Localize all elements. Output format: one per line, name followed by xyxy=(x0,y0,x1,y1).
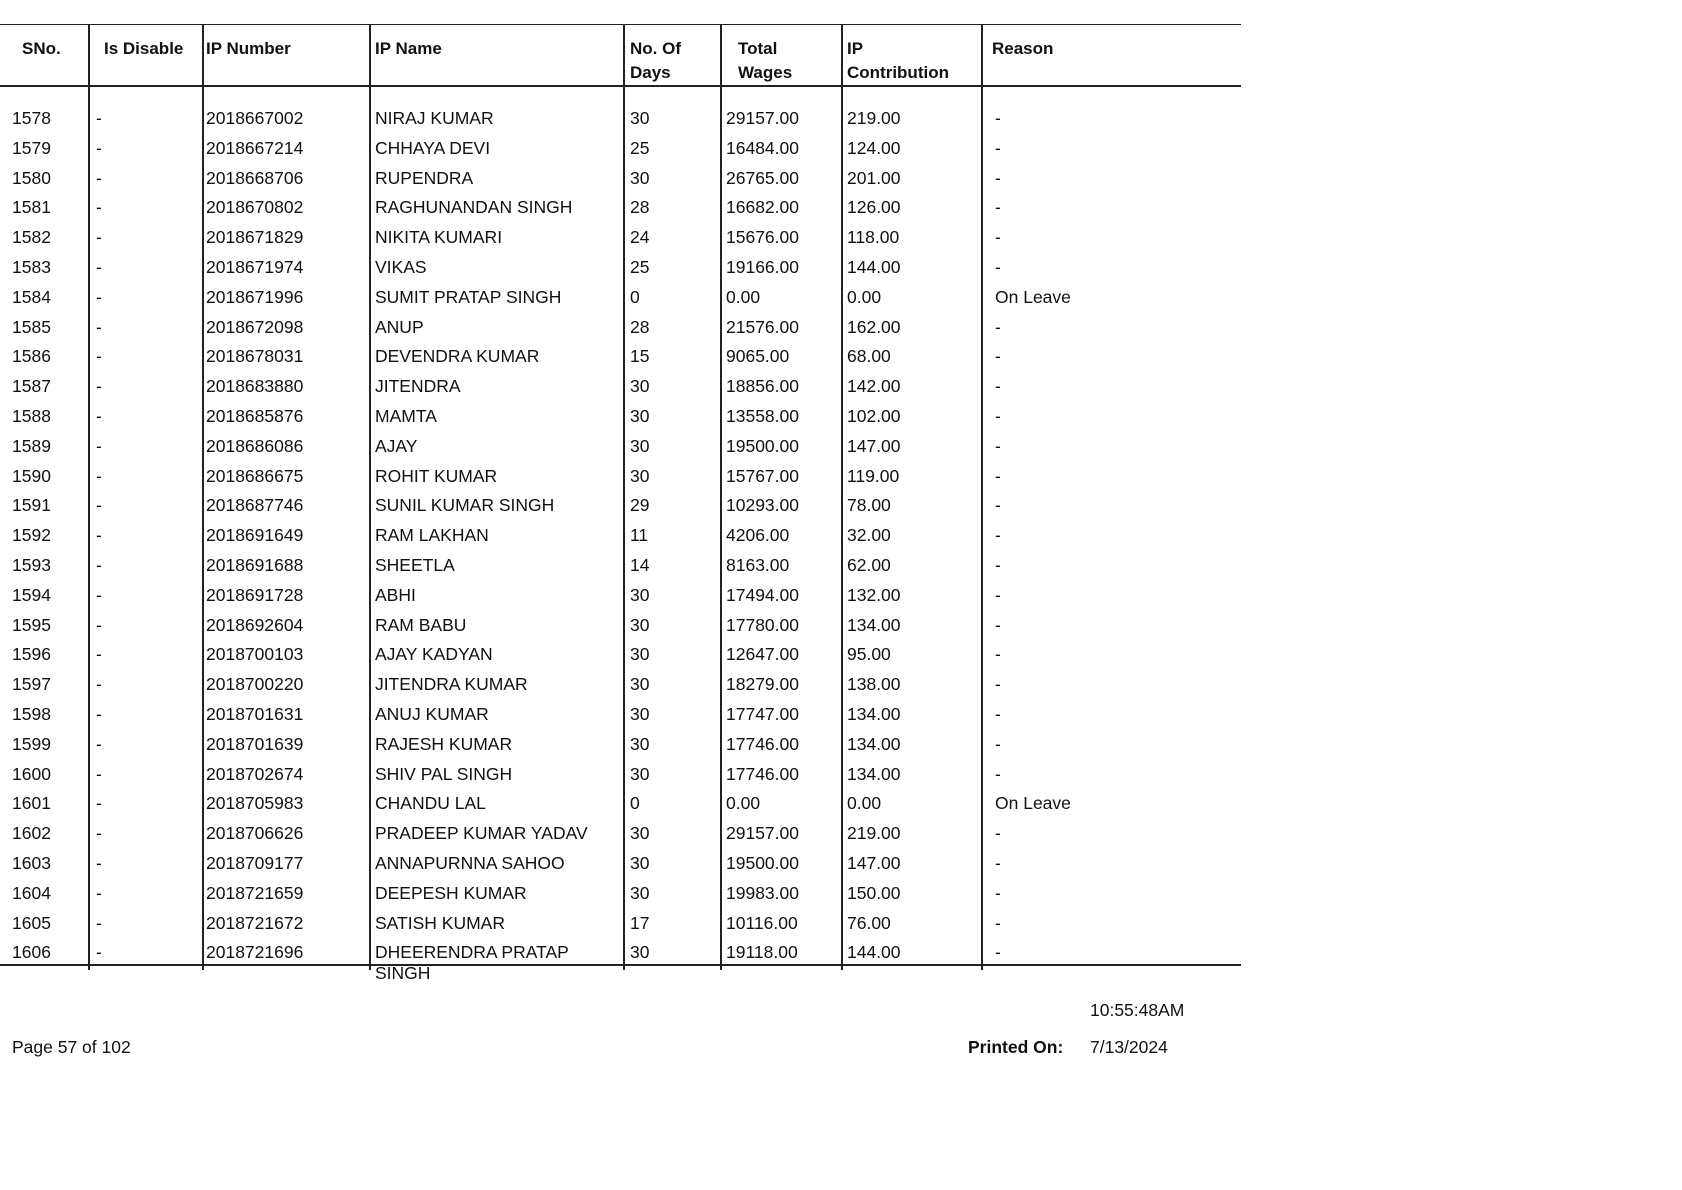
cell-is-disable: - xyxy=(96,286,102,307)
cell-reason: - xyxy=(995,227,1001,248)
cell-sno: 1578 xyxy=(12,108,51,128)
cell-reason: - xyxy=(995,852,1001,873)
cell-reason: - xyxy=(995,346,1001,367)
cell-is-disable: - xyxy=(96,405,102,426)
cell-total-wages: 18279.00 xyxy=(726,674,799,695)
header-days: No. Of Days xyxy=(630,39,681,82)
cell-is-disable: - xyxy=(96,644,102,665)
cell-is-disable: - xyxy=(96,882,102,903)
cell-total-wages: 10116.00 xyxy=(726,912,798,933)
table-body xyxy=(0,104,1241,968)
cell-sno: 1600 xyxy=(12,763,51,784)
cell-is-disable: - xyxy=(96,793,102,814)
cell-ip-number: 2018671974 xyxy=(206,256,304,277)
cell-ip-number: 2018701631 xyxy=(206,703,304,724)
cell-ip-contribution: 62.00 xyxy=(847,554,891,575)
cell-ip-number: 2018691649 xyxy=(206,525,304,546)
cell-total-wages: 16484.00 xyxy=(726,137,799,158)
cell-reason: - xyxy=(995,316,1001,337)
cell-sno: 1603 xyxy=(12,852,51,873)
cell-reason: - xyxy=(995,167,1001,188)
cell-ip-contribution: 95.00 xyxy=(847,644,891,665)
cell-sno: 1581 xyxy=(12,197,51,218)
cell-total-wages: 19500.00 xyxy=(726,852,799,873)
cell-reason: - xyxy=(995,942,1001,963)
cell-days: 29 xyxy=(630,495,650,516)
cell-is-disable: - xyxy=(96,525,102,546)
cell-is-disable: - xyxy=(96,197,102,218)
cell-days: 28 xyxy=(630,197,650,218)
cell-ip-number: 2018700220 xyxy=(206,674,304,695)
cell-ip-name: SATISH KUMAR xyxy=(375,912,505,933)
cell-ip-name: PRADEEP KUMAR YADAV xyxy=(375,823,588,844)
cell-days: 30 xyxy=(630,703,650,724)
cell-is-disable: - xyxy=(96,912,102,933)
cell-sno: 1593 xyxy=(12,554,51,575)
cell-reason: - xyxy=(995,197,1001,218)
cell-total-wages: 19166.00 xyxy=(726,256,799,277)
cell-is-disable: - xyxy=(96,376,102,397)
cell-ip-contribution: 78.00 xyxy=(847,495,891,516)
cell-ip-name: RAJESH KUMAR xyxy=(375,733,513,754)
cell-sno: 1602 xyxy=(12,823,51,844)
cell-days: 25 xyxy=(630,137,650,158)
cell-ip-name: RAGHUNANDAN SINGH xyxy=(375,197,573,218)
table-row xyxy=(0,789,1241,819)
cell-days: 30 xyxy=(630,644,650,665)
cell-sno: 1597 xyxy=(12,674,51,695)
cell-ip-name: SHIV PAL SINGH xyxy=(375,763,513,784)
cell-total-wages: 18856.00 xyxy=(726,376,799,397)
cell-total-wages: 17494.00 xyxy=(726,584,799,605)
cell-ip-name: RUPENDRA xyxy=(375,167,474,188)
table-row xyxy=(0,611,1241,641)
table-row xyxy=(0,700,1241,730)
cell-ip-contribution: 68.00 xyxy=(847,346,891,367)
table-row xyxy=(0,164,1241,194)
cell-reason: - xyxy=(995,554,1001,575)
cell-ip-contribution: 118.00 xyxy=(847,227,900,248)
cell-sno: 1596 xyxy=(12,644,51,665)
cell-total-wages: 17746.00 xyxy=(726,733,799,754)
cell-days: 30 xyxy=(630,882,650,903)
table-row xyxy=(0,879,1241,909)
cell-ip-name: VIKAS xyxy=(375,256,427,277)
cell-ip-contribution: 32.00 xyxy=(847,525,891,546)
cell-ip-number: 2018721696 xyxy=(206,942,304,963)
cell-ip-number: 2018700103 xyxy=(206,644,304,665)
cell-days: 30 xyxy=(630,852,650,873)
cell-reason: - xyxy=(995,584,1001,605)
cell-is-disable: - xyxy=(96,942,102,963)
cell-reason: - xyxy=(995,882,1001,903)
cell-ip-contribution: 201.00 xyxy=(847,167,901,188)
table-row xyxy=(0,283,1241,313)
cell-ip-name: DHEERENDRA PRATAP xyxy=(375,942,569,963)
header-ip-number: IP Number xyxy=(206,39,291,58)
cell-total-wages: 0.00 xyxy=(726,286,761,307)
table-row xyxy=(0,491,1241,521)
cell-sno: 1585 xyxy=(12,316,51,337)
cell-ip-number: 2018667214 xyxy=(206,137,304,158)
cell-total-wages: 0.00 xyxy=(726,793,761,814)
cell-days: 17 xyxy=(630,912,650,933)
header-ip-name: IP Name xyxy=(375,39,442,58)
cell-days: 15 xyxy=(630,346,650,367)
cell-ip-name: ROHIT KUMAR xyxy=(375,465,498,486)
cell-ip-name: SHEETLA xyxy=(375,554,455,575)
cell-sno: 1594 xyxy=(12,584,51,605)
cell-reason: - xyxy=(995,435,1001,456)
cell-sno: 1589 xyxy=(12,435,51,456)
cell-ip-number: 2018672098 xyxy=(206,316,304,337)
cell-ip-number: 2018692604 xyxy=(206,614,304,635)
cell-total-wages: 29157.00 xyxy=(726,108,799,128)
cell-ip-contribution: 162.00 xyxy=(847,316,901,337)
cell-ip-name: ANUJ KUMAR xyxy=(375,703,489,724)
cell-ip-contribution: 142.00 xyxy=(847,376,901,397)
table-row xyxy=(0,402,1241,432)
table-row xyxy=(0,521,1241,551)
cell-reason: - xyxy=(995,912,1001,933)
cell-ip-name: MAMTA xyxy=(375,405,437,426)
cell-ip-number: 2018702674 xyxy=(206,763,304,784)
name-continuation: SINGH xyxy=(375,963,431,983)
cell-ip-contribution: 124.00 xyxy=(847,137,901,158)
cell-is-disable: - xyxy=(96,823,102,844)
table-row xyxy=(0,909,1241,939)
cell-reason: On Leave xyxy=(995,286,1071,307)
table-row xyxy=(0,760,1241,790)
cell-days: 30 xyxy=(630,584,650,605)
cell-days: 30 xyxy=(630,614,650,635)
cell-sno: 1584 xyxy=(12,286,51,307)
cell-ip-contribution: 102.00 xyxy=(847,405,901,426)
cell-total-wages: 17746.00 xyxy=(726,763,799,784)
cell-days: 30 xyxy=(630,823,650,844)
cell-days: 30 xyxy=(630,108,650,128)
table-row xyxy=(0,193,1241,223)
table-row xyxy=(0,313,1241,343)
table-row xyxy=(0,432,1241,462)
cell-sno: 1587 xyxy=(12,376,51,397)
printed-date: 7/13/2024 xyxy=(1090,1037,1168,1057)
cell-ip-contribution: 132.00 xyxy=(847,584,901,605)
cell-days: 30 xyxy=(630,674,650,695)
table-top-rule xyxy=(0,24,1241,25)
cell-total-wages: 19118.00 xyxy=(726,942,798,963)
printed-on-label: Printed On: xyxy=(968,1037,1064,1057)
cell-is-disable: - xyxy=(96,137,102,158)
cell-days: 30 xyxy=(630,733,650,754)
cell-reason: - xyxy=(995,644,1001,665)
cell-sno: 1598 xyxy=(12,703,51,724)
cell-days: 30 xyxy=(630,376,650,397)
cell-total-wages: 26765.00 xyxy=(726,167,799,188)
cell-ip-number: 2018678031 xyxy=(206,346,304,367)
cell-total-wages: 19983.00 xyxy=(726,882,799,903)
cell-ip-contribution: 126.00 xyxy=(847,197,901,218)
cell-total-wages: 16682.00 xyxy=(726,197,799,218)
cell-days: 30 xyxy=(630,942,650,963)
cell-sno: 1582 xyxy=(12,227,51,248)
cell-days: 14 xyxy=(630,554,650,575)
cell-total-wages: 4206.00 xyxy=(726,525,790,546)
cell-ip-number: 2018671829 xyxy=(206,227,304,248)
cell-is-disable: - xyxy=(96,316,102,337)
table-row xyxy=(0,223,1241,253)
cell-ip-name: AJAY KADYAN xyxy=(375,644,493,665)
table-row xyxy=(0,551,1241,581)
table-row xyxy=(0,640,1241,670)
cell-ip-number: 2018687746 xyxy=(206,495,304,516)
printed-time: 10:55:48AM xyxy=(1090,1000,1185,1020)
cell-total-wages: 8163.00 xyxy=(726,554,790,575)
cell-total-wages: 29157.00 xyxy=(726,823,799,844)
cell-ip-contribution: 134.00 xyxy=(847,703,901,724)
cell-sno: 1606 xyxy=(12,942,51,963)
table-row xyxy=(0,462,1241,492)
cell-ip-name: SUNIL KUMAR SINGH xyxy=(375,495,555,516)
header-ip-contribution: IP Contribution xyxy=(847,39,949,82)
cell-reason: - xyxy=(995,614,1001,635)
table-row xyxy=(0,253,1241,283)
cell-is-disable: - xyxy=(96,733,102,754)
cell-ip-name: NIKITA KUMARI xyxy=(375,227,503,248)
cell-reason: - xyxy=(995,703,1001,724)
cell-is-disable: - xyxy=(96,554,102,575)
cell-ip-name: JITENDRA KUMAR xyxy=(375,674,528,695)
cell-ip-number: 2018709177 xyxy=(206,852,304,873)
cell-reason: - xyxy=(995,763,1001,784)
cell-ip-name: NIRAJ KUMAR xyxy=(375,108,494,128)
table-row xyxy=(0,849,1241,879)
cell-ip-number: 2018701639 xyxy=(206,733,304,754)
cell-sno: 1599 xyxy=(12,733,51,754)
cell-ip-contribution: 144.00 xyxy=(847,942,901,963)
cell-ip-contribution: 119.00 xyxy=(847,465,900,486)
cell-sno: 1588 xyxy=(12,405,51,426)
cell-sno: 1592 xyxy=(12,525,51,546)
cell-total-wages: 17780.00 xyxy=(726,614,799,635)
cell-sno: 1580 xyxy=(12,167,51,188)
cell-days: 11 xyxy=(630,525,649,546)
table-row xyxy=(0,342,1241,372)
cell-total-wages: 15676.00 xyxy=(726,227,799,248)
cell-ip-number: 2018691728 xyxy=(206,584,304,605)
cell-is-disable: - xyxy=(96,495,102,516)
cell-days: 25 xyxy=(630,256,650,277)
cell-ip-name: RAM LAKHAN xyxy=(375,525,489,546)
cell-days: 0 xyxy=(630,286,640,307)
cell-ip-contribution: 134.00 xyxy=(847,763,901,784)
table-header-rule xyxy=(0,85,1241,87)
cell-is-disable: - xyxy=(96,674,102,695)
cell-total-wages: 15767.00 xyxy=(726,465,799,486)
cell-ip-contribution: 144.00 xyxy=(847,256,901,277)
table-row xyxy=(0,104,1241,134)
cell-is-disable: - xyxy=(96,584,102,605)
cell-ip-number: 2018721659 xyxy=(206,882,304,903)
cell-ip-number: 2018706626 xyxy=(206,823,304,844)
header-sno: SNo. xyxy=(22,39,61,58)
cell-ip-contribution: 0.00 xyxy=(847,286,882,307)
cell-reason: - xyxy=(995,495,1001,516)
cell-ip-name: CHHAYA DEVI xyxy=(375,137,491,158)
cell-total-wages: 12647.00 xyxy=(726,644,799,665)
table-row xyxy=(0,581,1241,611)
header-total-wages: Total Wages xyxy=(738,39,793,82)
cell-ip-name: DEVENDRA KUMAR xyxy=(375,346,540,367)
cell-sno: 1595 xyxy=(12,614,51,635)
cell-reason: - xyxy=(995,823,1001,844)
cell-ip-contribution: 76.00 xyxy=(847,912,891,933)
cell-days: 30 xyxy=(630,435,650,456)
cell-sno: 1579 xyxy=(12,137,51,158)
table-row xyxy=(0,134,1241,164)
cell-is-disable: - xyxy=(96,763,102,784)
cell-ip-number: 2018685876 xyxy=(206,405,304,426)
cell-ip-name: ANUP xyxy=(375,316,424,337)
cell-total-wages: 21576.00 xyxy=(726,316,799,337)
cell-reason: - xyxy=(995,376,1001,397)
cell-ip-contribution: 150.00 xyxy=(847,882,901,903)
cell-days: 24 xyxy=(630,227,650,248)
cell-days: 30 xyxy=(630,465,650,486)
cell-ip-contribution: 0.00 xyxy=(847,793,882,814)
cell-is-disable: - xyxy=(96,256,102,277)
cell-ip-number: 2018686675 xyxy=(206,465,304,486)
cell-reason: On Leave xyxy=(995,793,1071,814)
cell-reason: - xyxy=(995,733,1001,754)
cell-days: 30 xyxy=(630,167,650,188)
cell-days: 0 xyxy=(630,793,640,814)
cell-sno: 1586 xyxy=(12,346,51,367)
cell-sno: 1605 xyxy=(12,912,51,933)
cell-sno: 1583 xyxy=(12,256,51,277)
table-row xyxy=(0,372,1241,402)
cell-ip-name: ABHI xyxy=(375,584,416,605)
cell-ip-number: 2018671996 xyxy=(206,286,304,307)
cell-ip-number: 2018686086 xyxy=(206,435,304,456)
cell-ip-number: 2018683880 xyxy=(206,376,304,397)
cell-ip-contribution: 134.00 xyxy=(847,614,901,635)
cell-ip-number: 2018668706 xyxy=(206,167,304,188)
table-row xyxy=(0,819,1241,849)
cell-is-disable: - xyxy=(96,227,102,248)
cell-is-disable: - xyxy=(96,346,102,367)
cell-total-wages: 10293.00 xyxy=(726,495,799,516)
cell-ip-number: 2018667002 xyxy=(206,108,304,128)
cell-days: 28 xyxy=(630,316,650,337)
cell-is-disable: - xyxy=(96,852,102,873)
cell-total-wages: 17747.00 xyxy=(726,703,799,724)
cell-sno: 1590 xyxy=(12,465,51,486)
cell-total-wages: 13558.00 xyxy=(726,405,799,426)
header-is-disable: Is Disable xyxy=(104,39,184,58)
cell-ip-name: RAM BABU xyxy=(375,614,467,635)
cell-reason: - xyxy=(995,256,1001,277)
cell-reason: - xyxy=(995,108,1001,128)
cell-is-disable: - xyxy=(96,435,102,456)
cell-ip-name: CHANDU LAL xyxy=(375,793,486,814)
cell-reason: - xyxy=(995,465,1001,486)
cell-days: 30 xyxy=(630,405,650,426)
cell-reason: - xyxy=(995,405,1001,426)
cell-ip-contribution: 147.00 xyxy=(847,435,901,456)
header-reason: Reason xyxy=(992,39,1054,58)
cell-is-disable: - xyxy=(96,167,102,188)
table-row xyxy=(0,670,1241,700)
cell-ip-name: SUMIT PRATAP SINGH xyxy=(375,286,562,307)
page-number: Page 57 of 102 xyxy=(12,1037,131,1057)
cell-ip-name: ANNAPURNNA SAHOO xyxy=(375,852,565,873)
cell-total-wages: 19500.00 xyxy=(726,435,799,456)
cell-ip-number: 2018670802 xyxy=(206,197,304,218)
cell-ip-number: 2018691688 xyxy=(206,554,304,575)
cell-sno: 1604 xyxy=(12,882,51,903)
cell-ip-name: DEEPESH KUMAR xyxy=(375,882,527,903)
cell-ip-number: 2018721672 xyxy=(206,912,304,933)
cell-reason: - xyxy=(995,137,1001,158)
cell-ip-number: 2018705983 xyxy=(206,793,304,814)
cell-is-disable: - xyxy=(96,108,102,128)
cell-sno: 1601 xyxy=(12,793,51,814)
cell-sno: 1591 xyxy=(12,495,51,516)
cell-ip-contribution: 219.00 xyxy=(847,823,901,844)
cell-ip-name: JITENDRA xyxy=(375,376,461,397)
cell-is-disable: - xyxy=(96,465,102,486)
cell-days: 30 xyxy=(630,763,650,784)
cell-is-disable: - xyxy=(96,614,102,635)
cell-ip-contribution: 147.00 xyxy=(847,852,901,873)
cell-reason: - xyxy=(995,525,1001,546)
cell-ip-contribution: 219.00 xyxy=(847,108,901,128)
cell-total-wages: 9065.00 xyxy=(726,346,790,367)
table-row xyxy=(0,730,1241,760)
cell-ip-name: AJAY xyxy=(375,435,418,456)
cell-is-disable: - xyxy=(96,703,102,724)
cell-ip-contribution: 138.00 xyxy=(847,674,901,695)
table-row xyxy=(0,938,1241,968)
cell-reason: - xyxy=(995,674,1001,695)
cell-ip-contribution: 134.00 xyxy=(847,733,901,754)
